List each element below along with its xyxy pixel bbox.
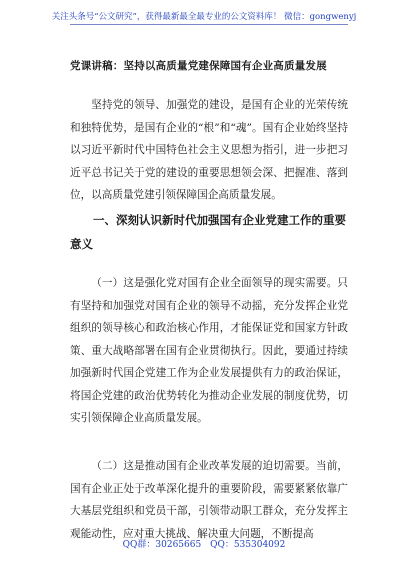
intro-paragraph: 坚持党的领导、加强党的建设，是国有企业的光荣传统和独特优势，是国有企业的“根”和“魂”。国有企业始终坚持以习近平新时代中国特色社会主义思想为指引，进一步把习近平总书记关于党的建设的重要思想领会深、把握准、落到位，以高质量党建引领保障国企高质量发展。 bbox=[70, 99, 348, 201]
header-divider bbox=[70, 24, 348, 25]
footer-contact-info: QQ群：30265665 QQ：535304092 bbox=[122, 540, 286, 550]
section-1-point-1: （一）这是强化党对国有企业全面领导的现实需要。只有坚持和加强党对国有企业的领导不动摇，充分发挥企业党组织的领导核心和政治核心作用，才能保证党和国家方针政策、重大战略部署在国有企业贯彻执行。因此，要通过持续加强新时代国企党建工作为企业发展提供有力的政治保证，将国企党建的政治优势转化为推动企业发展的制度优势，切实引领保障企业高质量发展。 bbox=[70, 277, 348, 424]
section-heading-1: 一、深刻认识新时代加强国有企业党建工作的重要意义 bbox=[70, 213, 346, 251]
section-1-point-2: （二）这是推动国有企业改革发展的迫切需要。当前，国有企业正处于改革深化提升的重要阶段，需要紧紧依靠广大基层党组织和党员干部，引领带动职工群众，充分发挥主观能动性，应对重大挑战、解决重大问题，不断提高 bbox=[70, 460, 348, 540]
header-promo-banner: 关注头条号“公文研究”，获得最新最全最专业的公文资料库！ 微信：gongwenyj bbox=[51, 12, 357, 22]
document-title: 党课讲稿：坚持以高质量党建保障国有企业高质量发展 bbox=[70, 60, 327, 72]
